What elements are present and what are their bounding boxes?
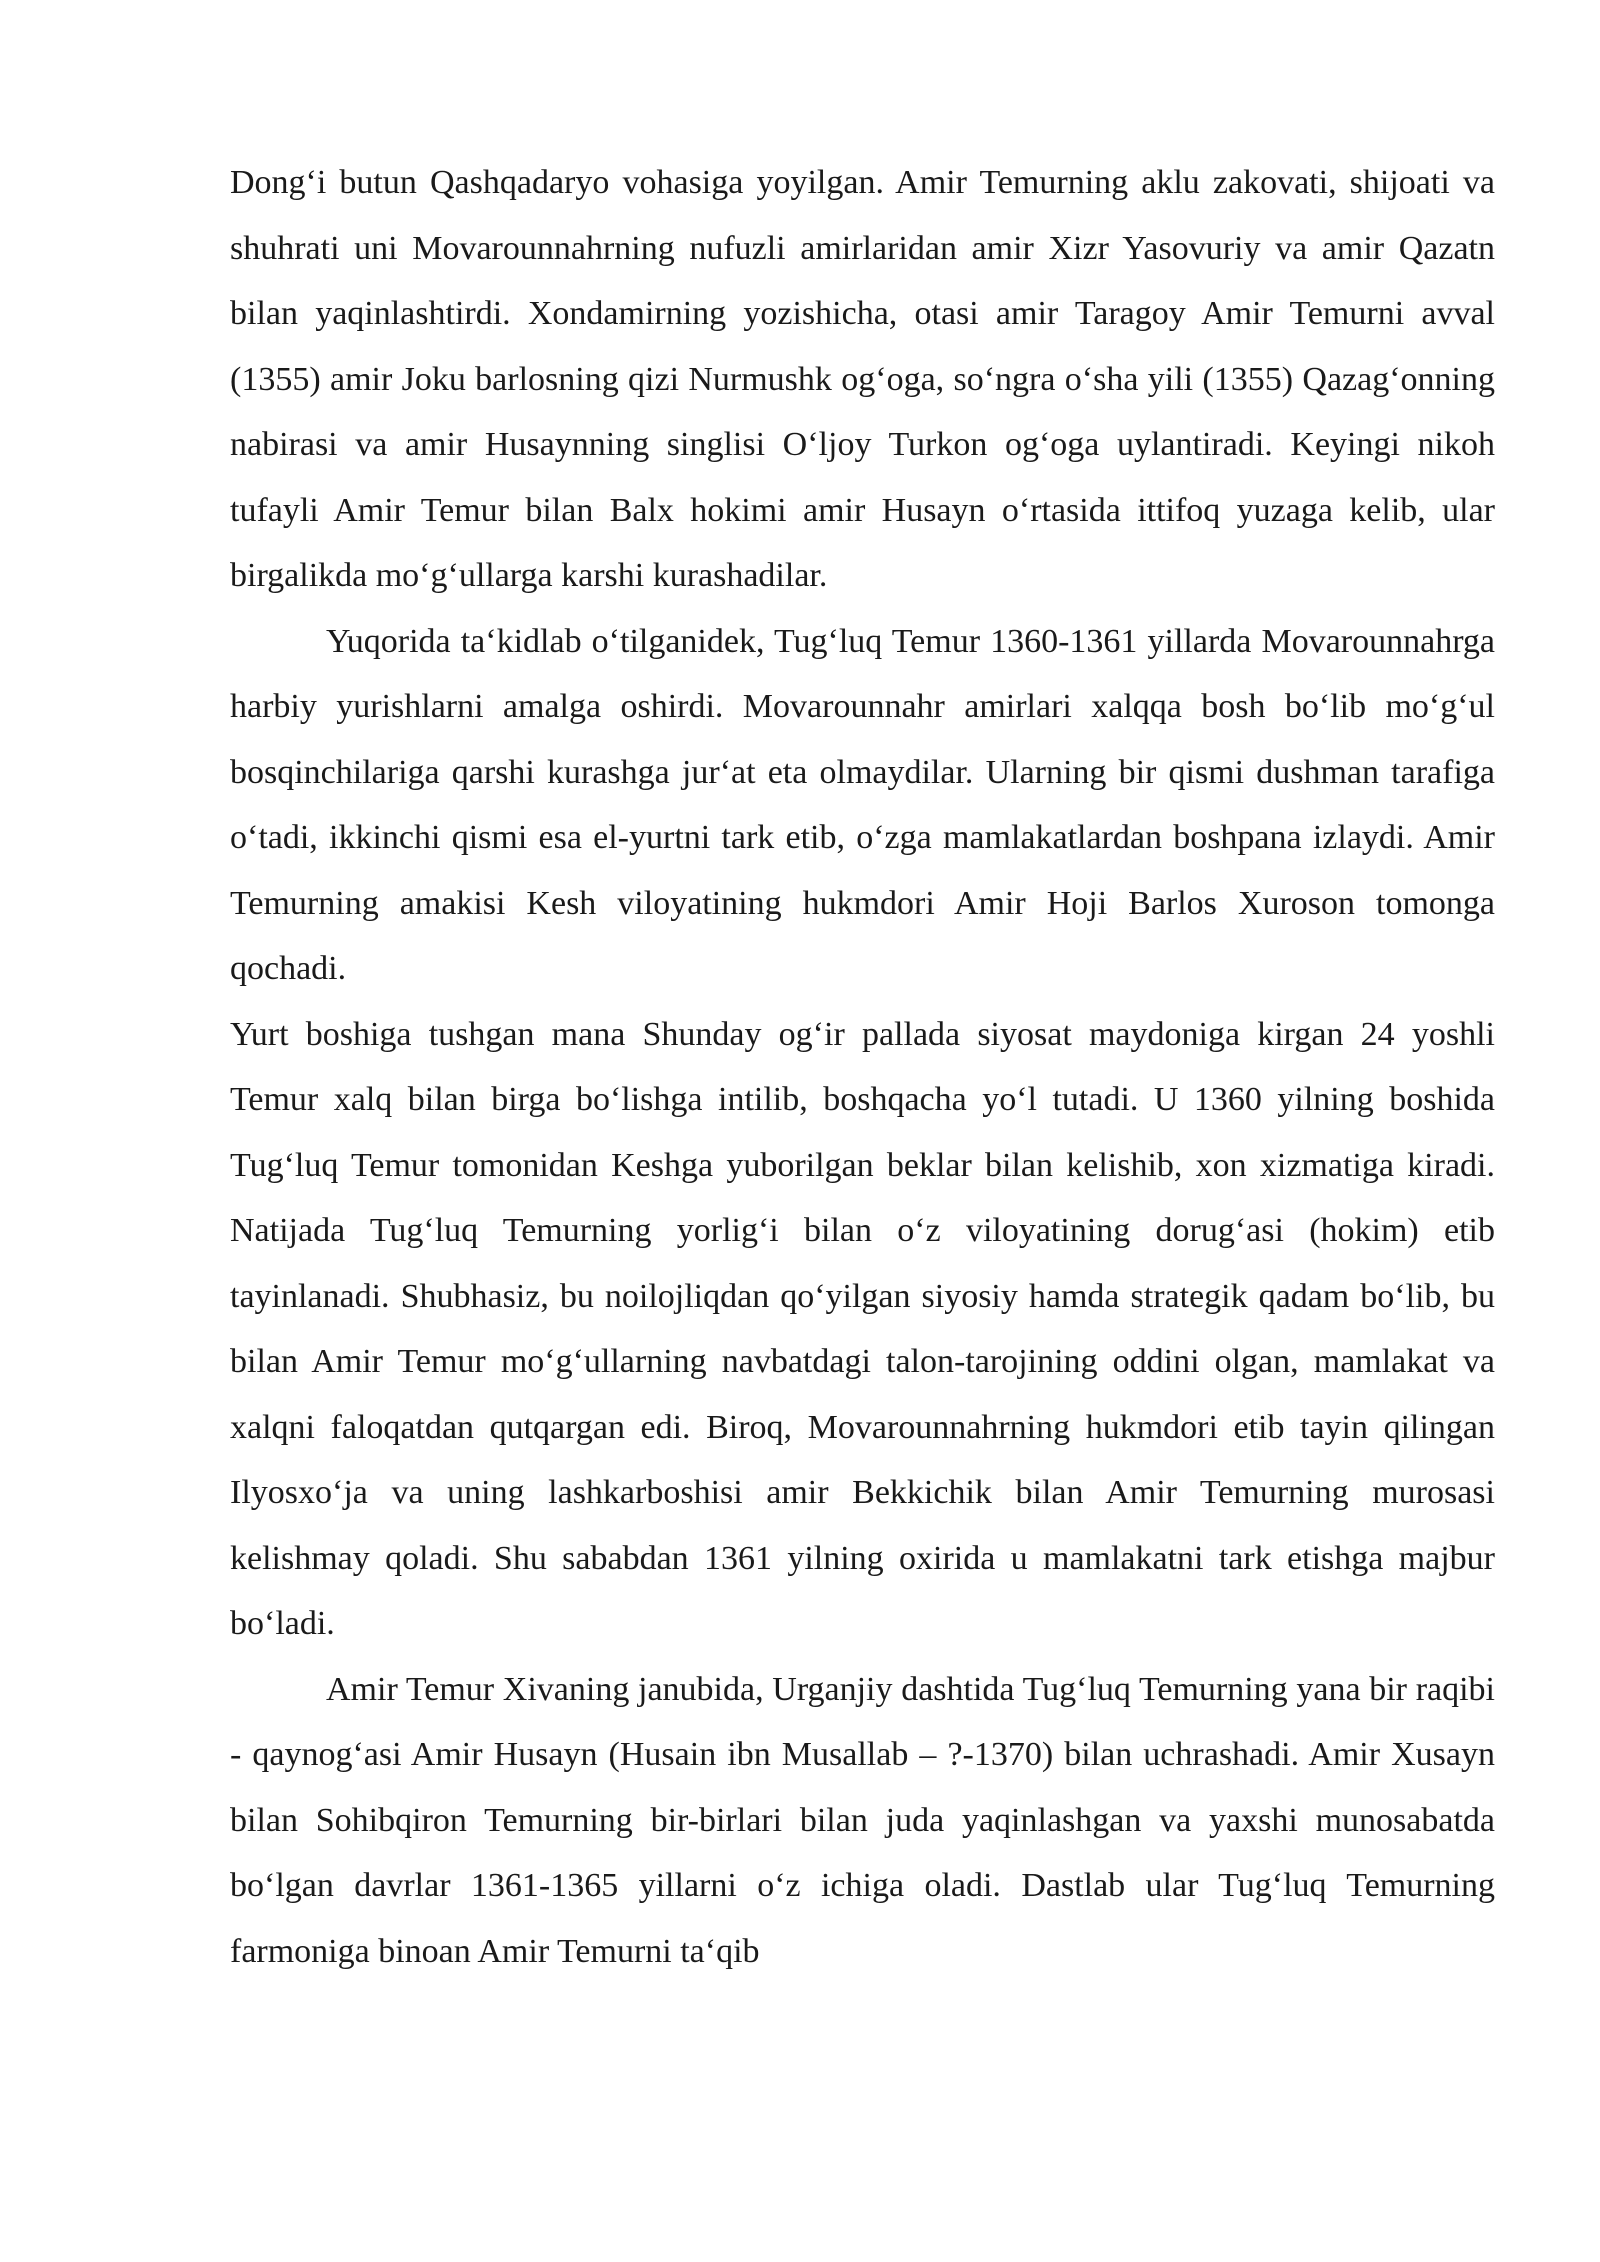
- paragraph-2: Yuqorida ta‘kidlab o‘tilganidek, Tug‘luq Temur 1360-1361 yillarda Movarounnahrga harbiy yurishlarni amalga oshirdi. Movarounnahr amirlari xalqqa bosh bo‘lib mo‘g‘ul bosqinchilariga qarshi kurashga jur‘at eta olmaydilar. Ularning bir qismi dushman tarafiga o‘tadi, ikkinchi qismi esa el-yurtni tark etib, o‘zga mamlakatlardan boshpana izlaydi. Amir Temurning amakisi Kesh viloyatining hukmdori Amir Hoji Barlos Xuroson tomonga qochadi.: [230, 622, 1495, 987]
- paragraph-3: Yurt boshiga tushgan mana Shunday og‘ir pallada siyosat maydoniga kirgan 24 yoshli Temur xalq bilan birga bo‘lishga intilib, boshqacha yo‘l tutadi. U 1360 yilning boshida Tug‘luq Temur tomonidan Keshga yuborilgan beklar bilan kelishib, xon xizmatiga kiradi. Natijada Tug‘luq Temurning yorlig‘i bilan o‘z viloyatining dorug‘asi (hokim) etib tayinlanadi. Shubhasiz, bu noilojliqdan qo‘yilgan siyosiy hamda strategik qadam bo‘lib, bu bilan Amir Temur mo‘g‘ullarning navbatdagi talon-tarojining oddini olgan, mamlakat va xalqni faloqatdan qutqargan edi. Biroq, Movarounnahrning hukmdori etib tayin qilingan Ilyosxo‘ja va uning lashkarboshisi amir Bekkichik bilan Amir Temurning murosasi kelishmay qoladi. Shu sababdan 1361 yilning oxirida u mamlakatni tark etishga majbur bo‘ladi.: [230, 1015, 1495, 1642]
- paragraph-1: Dong‘i butun Qashqadaryo vohasiga yoyilgan. Amir Temurning aklu zakovati, shijoati va shuhrati uni Movarounnahrning nufuzli amirlaridan amir Xizr Yasovuriy va amir Qazatn bilan yaqinlashtirdi. Xondamirning yozishicha, otasi amir Taragoy Amir Temurni avval (1355) amir Joku barlosning qizi Nurmushk og‘oga, so‘ngra o‘sha yili (1355) Qazag‘onning nabirasi va amir Husaynning singlisi O‘ljoy Turkon og‘oga uylantiradi. Keyingi nikoh tufayli Amir Temur bilan Balx hokimi amir Husayn o‘rtasida ittifoq yuzaga kelib, ular birgalikda mo‘g‘ullarga karshi kurashadilar.: [230, 164, 1495, 594]
- paragraph-4: Amir Temur Xivaning janubida, Urganjiy dashtida Tug‘luq Temurning yana bir raqibi - qaynog‘asi Amir Husayn (Husain ibn Musallab – ?-1370) bilan uchrashadi. Amir Xusayn bilan Sohibqiron Temurning bir-birlari bilan juda yaqinlashgan va yaxshi munosabatda bo‘lgan davrlar 1361-1365 yillarni o‘z ichiga oladi. Dastlab ular Tug‘luq Temurning farmoniga binoan Amir Temurni ta‘qib: [230, 1670, 1495, 1970]
- document-page: [230, 150, 1495, 1984]
